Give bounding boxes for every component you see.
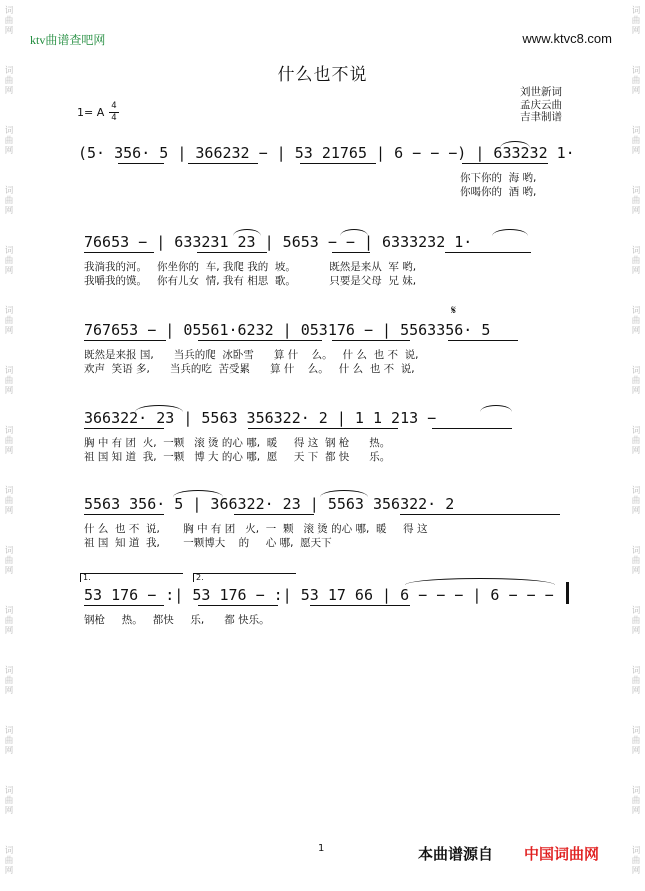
beam [197,252,267,253]
watermark-text: 词 曲 网 [631,66,641,96]
beam [400,514,560,515]
lyric-line-4b: 祖 国 知 道 我, 一颗 博 大 的心 哪, 愿 天 下 都 快 乐。 [84,451,391,463]
beam [248,428,398,429]
watermark-text: 词 曲 网 [4,66,14,96]
beam [188,163,258,164]
lyric-line-6: 钢枪 热。 都快 乐, 都 快乐。 [84,614,270,626]
beam [432,428,512,429]
watermark-text: 词 曲 网 [631,366,641,396]
lyric-line-5b: 祖 国 知 道 我, 一颗博大 的 心 哪, 愿天下 [84,537,332,549]
credits-block [520,86,562,124]
watermark-text: 词 曲 网 [4,486,14,516]
watermark-text: 词 曲 网 [4,246,14,276]
source-brand-link[interactable]: 中国词曲网 [524,846,600,863]
watermark-text: 词 曲 网 [4,126,14,156]
volta-second-ending: 2. [193,573,296,582]
time-top: 4 [111,101,117,111]
watermark-text: 词 曲 网 [4,306,14,336]
notation-line-1: (5· 356· 5 | 366232 − | 53 21765 | 6 − − −) | 633232 1· [78,144,575,162]
beam [300,163,376,164]
watermark-text: 词 曲 网 [4,846,14,876]
beam [310,605,410,606]
slur [492,229,528,236]
lyric-line-4a: 胸 中 有 团 火, 一颗 滚 烫 的心 哪, 暖 得 这 钢 枪 热。 [84,437,391,449]
watermark-text: 词 曲 网 [631,786,641,816]
lyricist-credit: 刘世新词 [520,86,562,98]
slur [320,490,368,497]
slur [480,405,512,412]
notation-line-2: 76653 − | 633231 23 | 5653 − − | 6333232 1· [84,233,473,251]
slur-tie [405,578,555,585]
watermark-text: 词 曲 网 [631,186,641,216]
lyric-line-1a: 你下你的 海 哟, [460,172,537,184]
beam [448,340,518,341]
watermark-text: 词 曲 网 [631,126,641,156]
site-url-right[interactable]: www.ktvc8.com [522,31,612,46]
watermark-text: 词 曲 网 [631,486,641,516]
watermark-text: 词 曲 网 [631,846,641,876]
watermark-text: 词 曲 网 [4,666,14,696]
watermark-text: 词 曲 网 [4,546,14,576]
slur [500,141,530,148]
segno-icon: 𝄋 [451,303,457,317]
beam [118,163,164,164]
lyric-line-3a: 既然是来报 国, 当兵的爬 冰卧雪 算 什 么。 什 么 也 不 说, [84,349,419,361]
site-name-left[interactable]: ktv曲谱查吧网 [30,33,106,47]
beam [84,514,164,515]
watermark-text: 词 曲 网 [631,6,641,36]
composer-credit: 孟庆云曲 [520,98,562,111]
beam [332,340,410,341]
watermark-text: 词 曲 网 [631,666,641,696]
beam [462,163,548,164]
final-barline [566,582,569,604]
arranger-credit: 吉聿制谱 [520,111,562,123]
slur [340,229,368,236]
beam [84,605,164,606]
lyric-line-2a: 我淌我的河。 你坐你的 车, 我爬 我的 坡。 既然是来从 军 哟, [84,261,417,273]
beam [84,340,166,341]
time-signature [109,102,119,123]
lyric-line-1b: 你喝你的 酒 哟, [460,186,537,198]
watermark-right [629,0,643,891]
page-number: 1 [318,843,325,854]
beam [198,605,278,606]
song-title: 什么也不说 [277,65,368,85]
slur [135,405,183,412]
notation-line-6: 53 176 − :| 53 176 − :| 53 17 66 | 6 − − − | 6 − − − [84,586,554,604]
lyric-line-2b: 我嚼我的馍。 你有儿女 情, 我有 相思 歌。 只要是父母 兄 妹, [84,275,417,287]
watermark-text: 词 曲 网 [631,246,641,276]
watermark-text: 词 曲 网 [631,726,641,756]
watermark-text: 词 曲 网 [4,6,14,36]
notation-line-3: 767653 − | 05561·6232 | 053176 − | 5563356· 5 [84,321,491,339]
notation-line-4: 366322· 23 | 5563 356322· 2 | 1 1 213 − [84,409,437,427]
slur [233,229,261,236]
beam [234,514,314,515]
watermark-text: 词 曲 网 [631,426,641,456]
notation-line-5: 5563 356· 5 | 366322· 23 | 5563 356322· 2 [84,495,455,513]
lyric-line-5a: 什 么 也 不 说, 胸 中 有 团 火, 一 颗 滚 烫 的心 哪, 暖 得 这 [84,523,428,535]
watermark-text: 词 曲 网 [4,786,14,816]
beam [84,428,164,429]
beam [84,252,154,253]
watermark-left [2,0,16,891]
watermark-text: 词 曲 网 [4,606,14,636]
watermark-text: 词 曲 网 [4,426,14,456]
beam [198,340,322,341]
volta-first-ending: 1. [80,573,183,582]
source-label: 本曲谱源自 [418,846,494,863]
time-bottom: 4 [111,113,117,123]
beam [332,252,370,253]
lyric-line-3b: 欢声 笑语 多, 当兵的吃 苦受累 算 什 么。 什 么 也 不 说, [84,363,415,375]
watermark-text: 词 曲 网 [4,186,14,216]
slur [173,490,223,497]
watermark-text: 词 曲 网 [631,606,641,636]
watermark-text: 词 曲 网 [4,366,14,396]
watermark-text: 词 曲 网 [4,726,14,756]
key-signature: 1= A [77,106,105,119]
beam [445,252,531,253]
watermark-text: 词 曲 网 [631,546,641,576]
watermark-text: 词 曲 网 [631,306,641,336]
